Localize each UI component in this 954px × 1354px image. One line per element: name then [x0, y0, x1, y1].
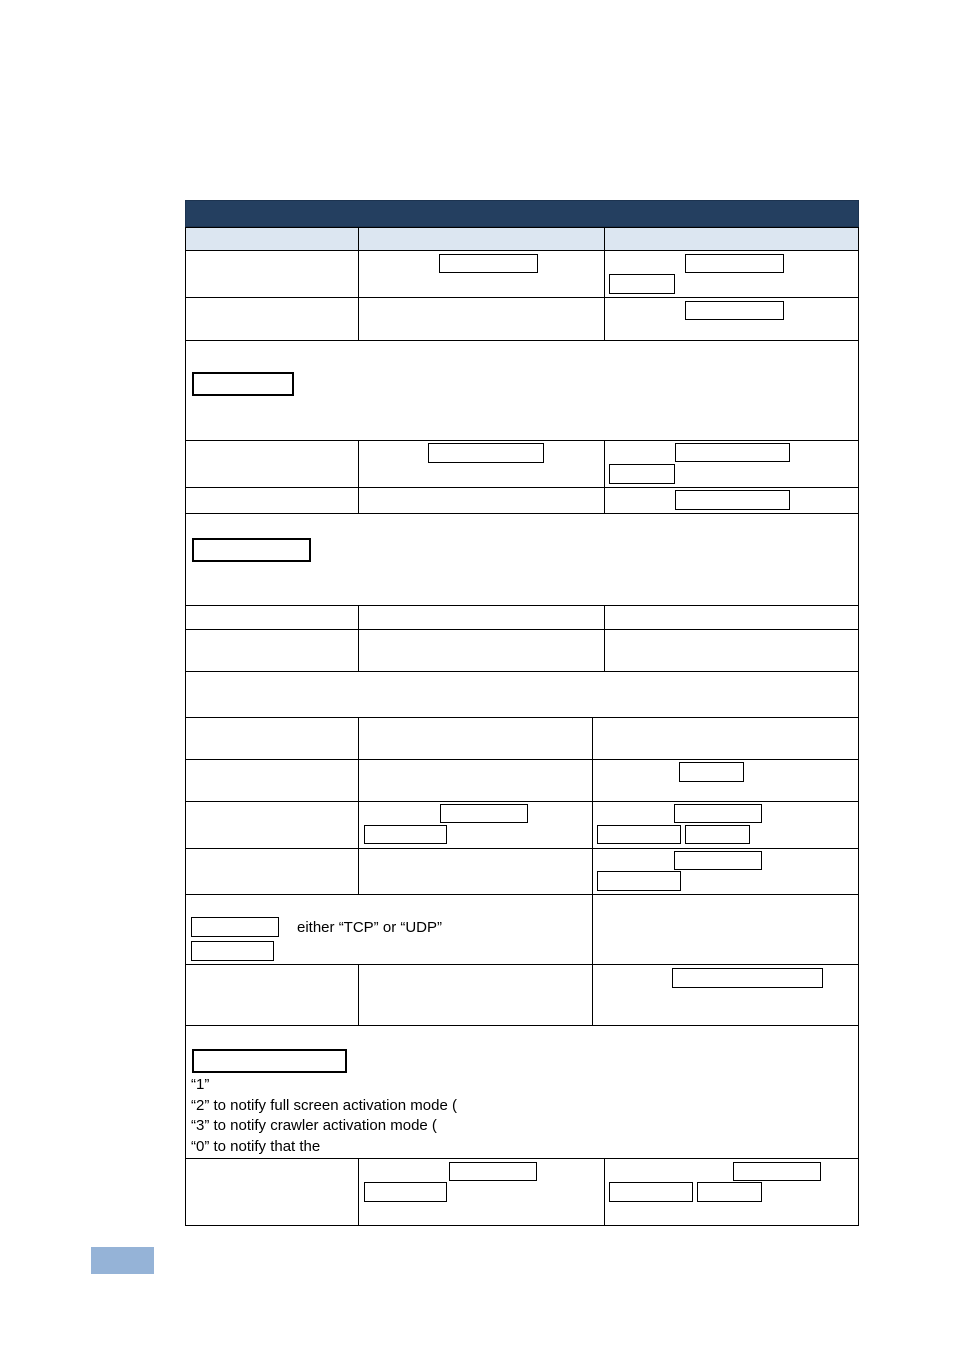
table-row-8-func — [185, 759, 359, 802]
parameter-box — [685, 301, 784, 320]
parameter-box — [191, 917, 279, 937]
table-row-8-cmd — [358, 759, 593, 802]
column-header-command — [358, 227, 605, 251]
parameter-box — [675, 490, 790, 510]
parameter-box — [609, 274, 675, 294]
table-row-4-func — [185, 487, 359, 514]
table-row-10-func — [185, 848, 359, 895]
table-row-6-cmd — [358, 629, 605, 672]
page-number-tab — [91, 1247, 154, 1274]
table-row-6-func — [185, 629, 359, 672]
table-row-5-cmd — [358, 605, 605, 630]
parameter-box — [609, 464, 675, 484]
table-title-bar — [185, 200, 859, 227]
parameter-box — [440, 804, 528, 823]
parameter-box — [674, 851, 762, 870]
parameter-box — [733, 1162, 821, 1181]
table-row-11-resp — [592, 894, 859, 965]
parameter-box — [685, 254, 784, 273]
table-row-12-func — [185, 964, 359, 1026]
parameter-box — [449, 1162, 537, 1181]
column-header-function — [185, 227, 359, 251]
parameter-box — [609, 1182, 693, 1202]
table-row-1-func — [185, 250, 359, 298]
table-row-2-func — [185, 297, 359, 341]
table-row-7-cmd — [358, 717, 593, 760]
table-row-4-cmd — [358, 487, 605, 514]
table-row-7-func — [185, 717, 359, 760]
section-c — [185, 671, 859, 718]
parameter-box — [439, 254, 538, 273]
table-row-2-cmd — [358, 297, 605, 341]
parameter-box — [597, 825, 681, 844]
table-row-5-func — [185, 605, 359, 630]
parameter-box — [192, 538, 311, 562]
parameter-box — [191, 941, 274, 961]
parameter-box — [192, 372, 294, 396]
parameter-box — [697, 1182, 762, 1202]
parameter-box — [685, 825, 750, 844]
table-row-10-cmd — [358, 848, 593, 895]
parameter-box — [364, 1182, 447, 1202]
parameter-box — [672, 968, 823, 988]
notify-line-3: “3” to notify crawler activation mode ( — [191, 1117, 437, 1134]
parameter-box — [597, 871, 681, 891]
transport-text: either “TCP” or “UDP” — [297, 919, 443, 936]
table-row-6-resp — [604, 629, 859, 672]
notify-line-2: “2” to notify full screen activation mode ( — [191, 1097, 457, 1114]
table-row-9-func — [185, 801, 359, 849]
parameter-box — [428, 443, 544, 463]
notify-line-4: “0” to notify that the — [191, 1138, 321, 1155]
column-header-response — [604, 227, 859, 251]
parameter-box — [364, 825, 447, 844]
parameter-box — [679, 762, 744, 782]
table-row-13-func — [185, 1158, 359, 1226]
table-row-3-func — [185, 440, 359, 488]
parameter-box — [192, 1049, 347, 1073]
notify-line-1: “1” — [191, 1076, 210, 1093]
table-row-12-cmd — [358, 964, 593, 1026]
table-row-5-resp — [604, 605, 859, 630]
parameter-box — [675, 443, 790, 462]
table-row-7-resp — [592, 717, 859, 760]
parameter-box — [674, 804, 762, 823]
